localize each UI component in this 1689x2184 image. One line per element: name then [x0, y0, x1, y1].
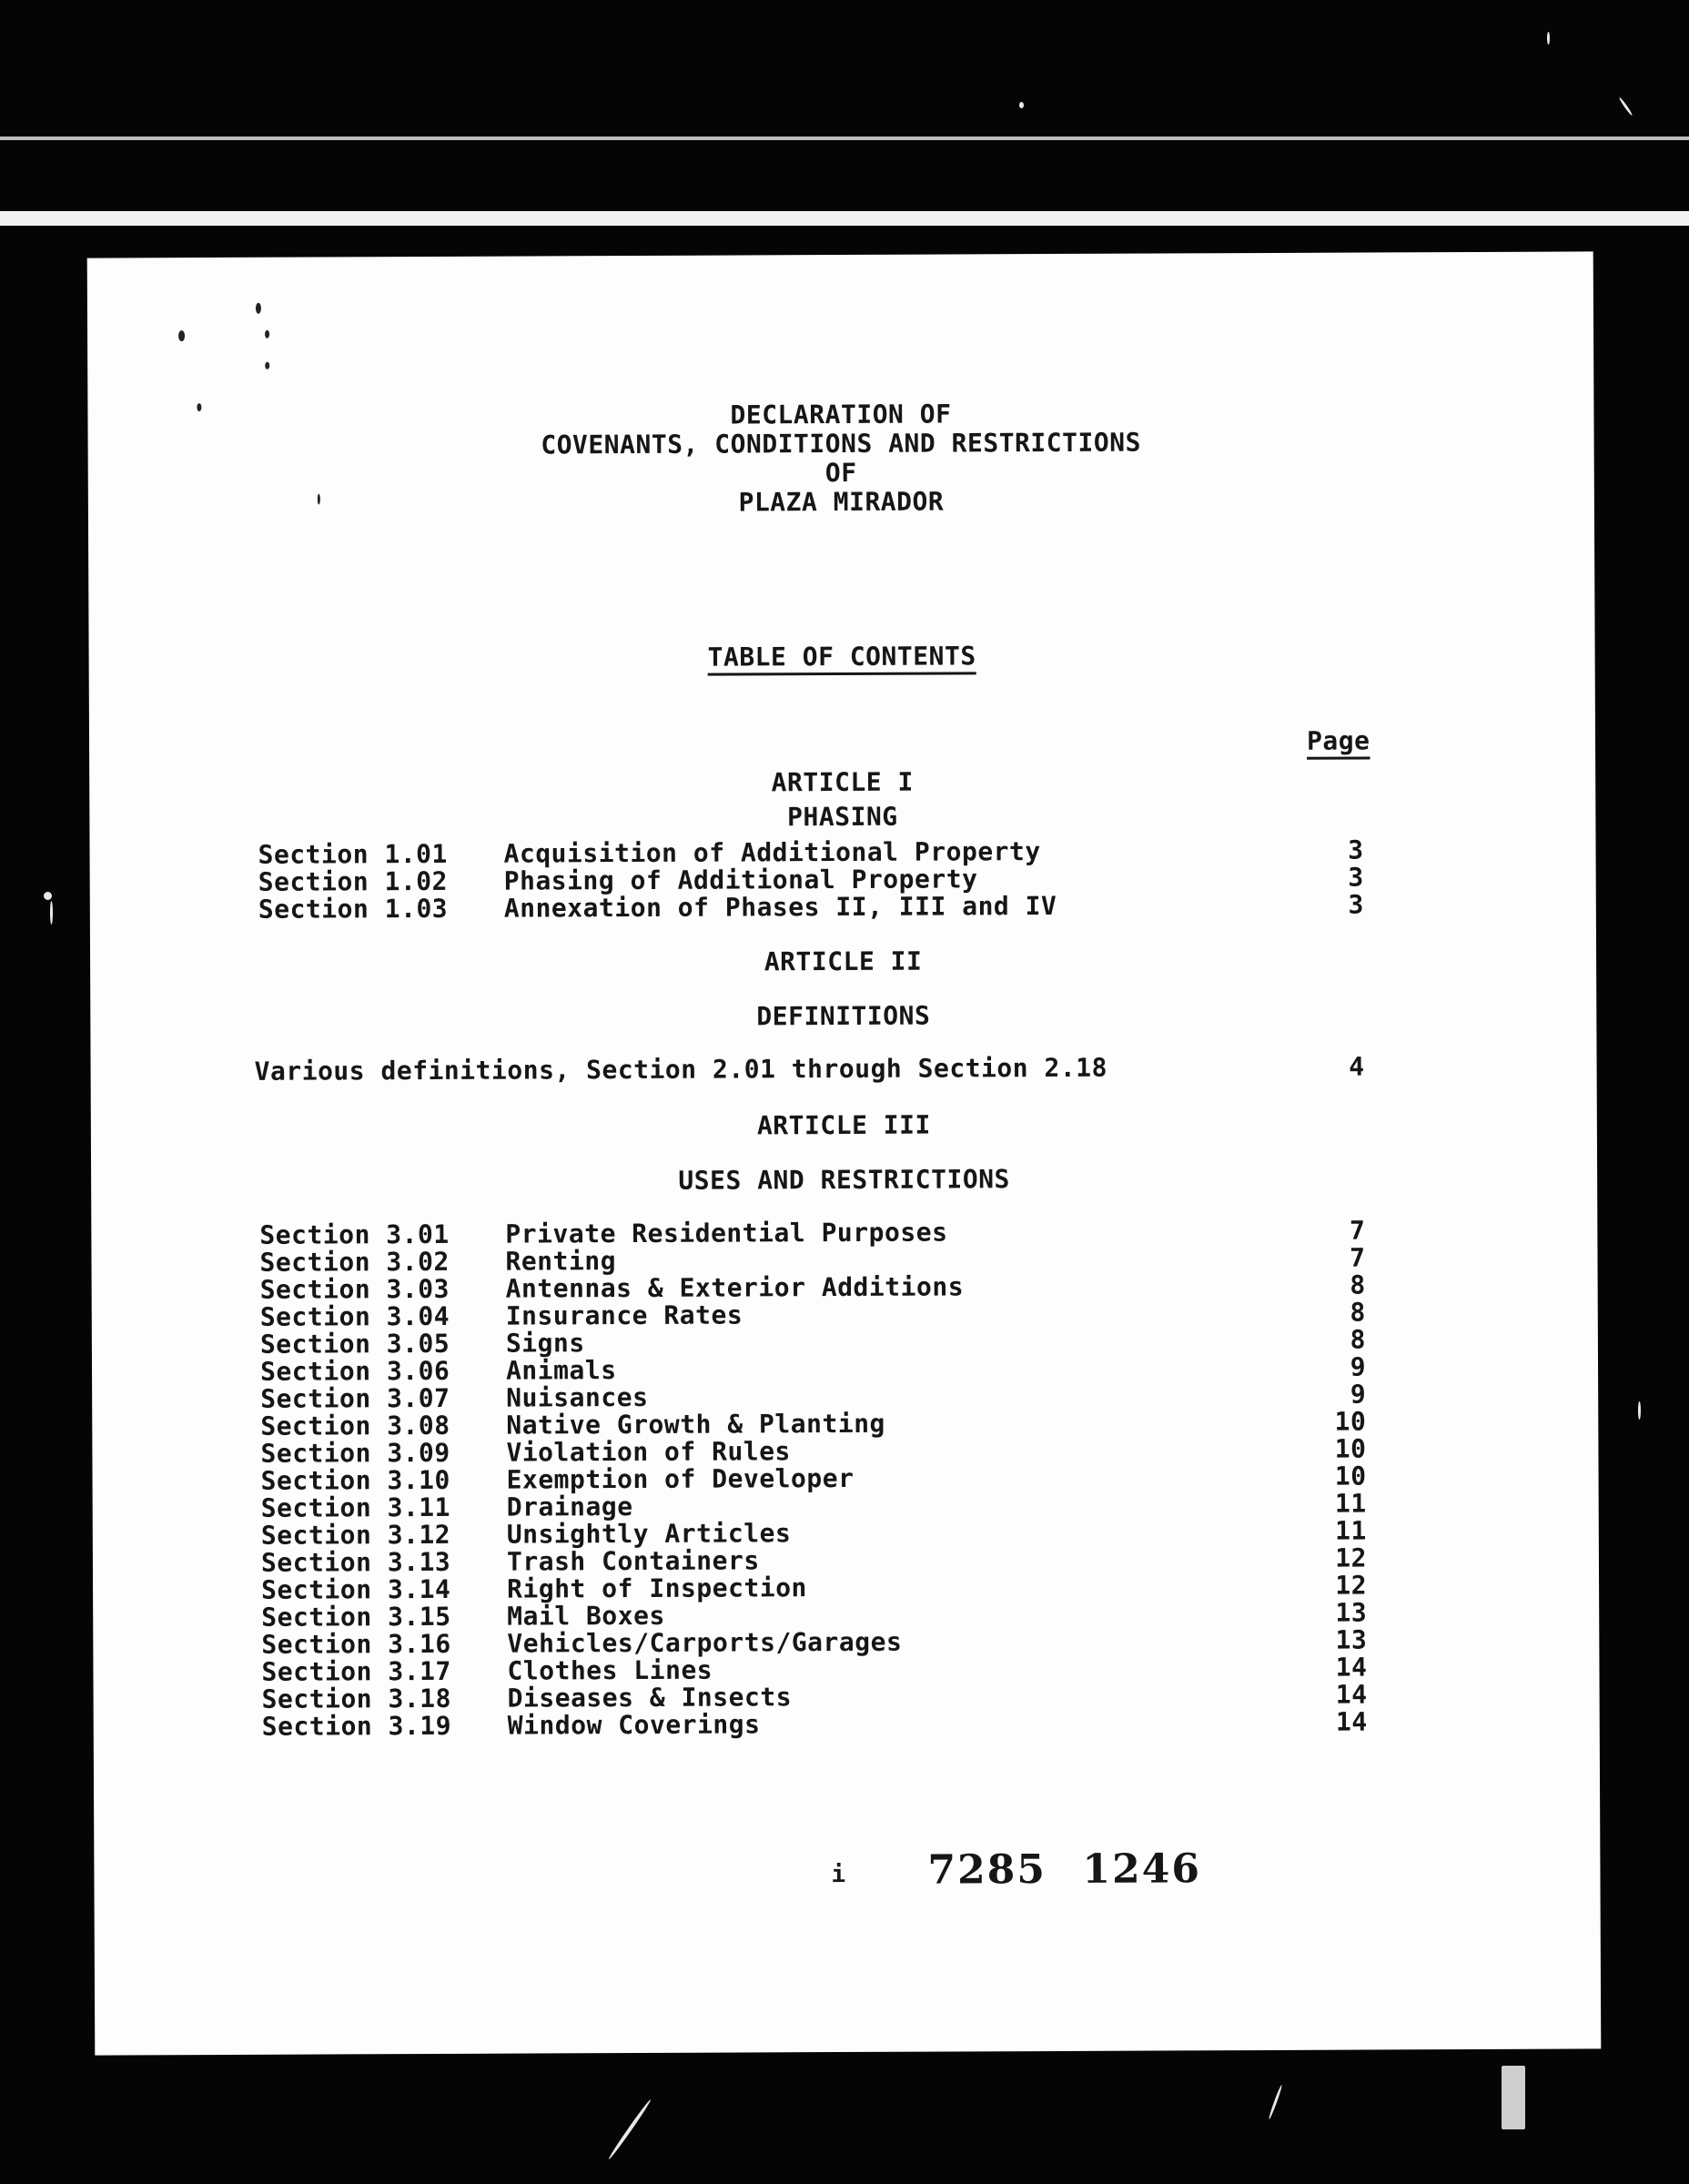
section-page: 10: [1334, 1406, 1367, 1437]
section-title: Acquisition of Additional Property: [503, 836, 1041, 869]
toc-row: [91, 1052, 1597, 1086]
section-number: Section 3.17: [261, 1655, 451, 1687]
article-name: PHASING: [787, 801, 898, 833]
section-title: Mail Boxes: [507, 1600, 665, 1632]
section-number: Section 3.14: [261, 1573, 451, 1605]
section-page: 7: [1349, 1215, 1366, 1246]
toc-row: [94, 1707, 1600, 1741]
section-title: Insurance Rates: [505, 1299, 743, 1331]
section-title: Clothes Lines: [507, 1654, 713, 1686]
recording-stamp-page: 1246: [1082, 1845, 1202, 1893]
table-of-contents-document: [87, 251, 1602, 2055]
section-number: Section 3.11: [260, 1491, 451, 1523]
scan-speck: [50, 901, 53, 925]
section-title: Trash Containers: [506, 1545, 760, 1577]
section-number: Section 3.18: [261, 1683, 451, 1714]
section-title: Annexation of Phases II, III and IV: [503, 890, 1057, 924]
section-title: Antennas & Exterior Additions: [505, 1271, 965, 1304]
section-title: Drainage: [506, 1491, 633, 1522]
article-name: DEFINITIONS: [756, 1000, 931, 1032]
section-page: 13: [1335, 1624, 1368, 1655]
section-page: 13: [1335, 1597, 1368, 1628]
section-number: Section 3.07: [260, 1382, 450, 1414]
section-page: 8: [1350, 1269, 1366, 1300]
section-title: Violation of Rules: [506, 1436, 791, 1468]
section-page: 12: [1335, 1570, 1368, 1601]
section-page: 11: [1335, 1515, 1367, 1546]
section-title: Window Coverings: [507, 1709, 761, 1741]
section-page: 3: [1348, 834, 1364, 865]
header-line: DECLARATION OF: [730, 399, 952, 430]
section-title: Vehicles/Carports/Garages: [507, 1626, 903, 1659]
page-number-roman: i: [831, 1860, 846, 1889]
article-label: ARTICLE II: [764, 945, 923, 977]
section-page: 7: [1350, 1242, 1366, 1273]
scan-speck: [1547, 32, 1550, 45]
section-page: 3: [1348, 862, 1364, 893]
page-column-label: Page: [1306, 725, 1370, 756]
section-number: Section 3.04: [259, 1300, 450, 1332]
article-label: ARTICLE III: [756, 1109, 931, 1141]
scan-speck: [1502, 2066, 1525, 2129]
section-page: 11: [1334, 1488, 1367, 1519]
section-page: 12: [1335, 1542, 1368, 1573]
section-number: Section 1.03: [258, 893, 449, 925]
section-number: Section 3.16: [261, 1628, 451, 1660]
section-number: Section 3.05: [259, 1328, 450, 1360]
section-title: Exemption of Developer: [506, 1462, 855, 1495]
section-number: Section 3.13: [260, 1546, 451, 1578]
section-title: Animals: [505, 1355, 617, 1386]
section-number: Section 3.15: [261, 1601, 451, 1633]
section-title: Right of Inspection: [507, 1572, 807, 1604]
section-page: 8: [1350, 1324, 1366, 1355]
section-title: Unsightly Articles: [506, 1518, 792, 1550]
section-title: Diseases & Insects: [507, 1682, 793, 1714]
section-page: 10: [1334, 1433, 1367, 1464]
toc-title: [89, 638, 1595, 674]
header-line: COVENANTS, CONDITIONS AND RESTRICTIONS: [541, 427, 1141, 460]
section-number: Section 3.19: [261, 1710, 452, 1742]
scan-edge-line: [0, 136, 1689, 140]
section-number: Section 3.09: [260, 1437, 450, 1469]
toc-row: [90, 890, 1596, 924]
recording-stamp-book: 7285: [927, 1846, 1047, 1894]
scan-speck: [1019, 102, 1024, 108]
section-title: Signs: [505, 1328, 585, 1359]
section-title: Phasing of Additional Property: [503, 864, 978, 896]
section-number: Section 3.10: [260, 1464, 450, 1496]
section-title: Private Residential Purposes: [505, 1217, 948, 1249]
section-title: Nuisances: [506, 1381, 649, 1413]
section-page: 3: [1348, 889, 1364, 920]
header-line: OF: [824, 457, 857, 489]
scan-speck: [44, 892, 52, 900]
scan-speck: [1618, 96, 1633, 116]
section-number: Section 3.08: [260, 1410, 450, 1441]
section-page: 14: [1335, 1706, 1368, 1737]
scan-edge-band: [0, 211, 1689, 226]
section-page: 10: [1334, 1461, 1367, 1491]
section-number: Section 3.06: [259, 1355, 450, 1387]
header-line: PLAZA MIRADOR: [738, 486, 945, 518]
section-page: 14: [1335, 1679, 1368, 1710]
section-page: 8: [1350, 1297, 1366, 1328]
definitions-summary: Various definitions, Section 2.01 through Section 2.18: [254, 1052, 1107, 1087]
section-title: Native Growth & Planting: [506, 1408, 885, 1441]
section-number: Section 3.03: [259, 1273, 450, 1305]
section-number: Section 3.12: [260, 1519, 451, 1551]
section-number: Section 3.02: [259, 1246, 450, 1278]
document-paper: [87, 251, 1602, 2055]
section-number: Section 1.01: [258, 838, 448, 870]
section-number: Section 1.02: [258, 865, 449, 897]
document-header: [87, 397, 1594, 520]
article-name: USES AND RESTRICTIONS: [678, 1164, 1010, 1196]
section-page: 9: [1350, 1351, 1367, 1382]
scan-speck: [1638, 1401, 1641, 1420]
section-title: Renting: [505, 1246, 617, 1277]
section-page: 4: [1349, 1051, 1365, 1082]
section-page: 14: [1335, 1652, 1368, 1683]
scan-speck: [1268, 2085, 1283, 2120]
article-label: ARTICLE I: [771, 766, 914, 798]
section-number: Section 3.01: [259, 1218, 450, 1250]
scan-speck: [607, 2098, 652, 2160]
section-page: 9: [1350, 1379, 1367, 1410]
toc-title-text: TABLE OF CONTENTS: [707, 641, 976, 672]
